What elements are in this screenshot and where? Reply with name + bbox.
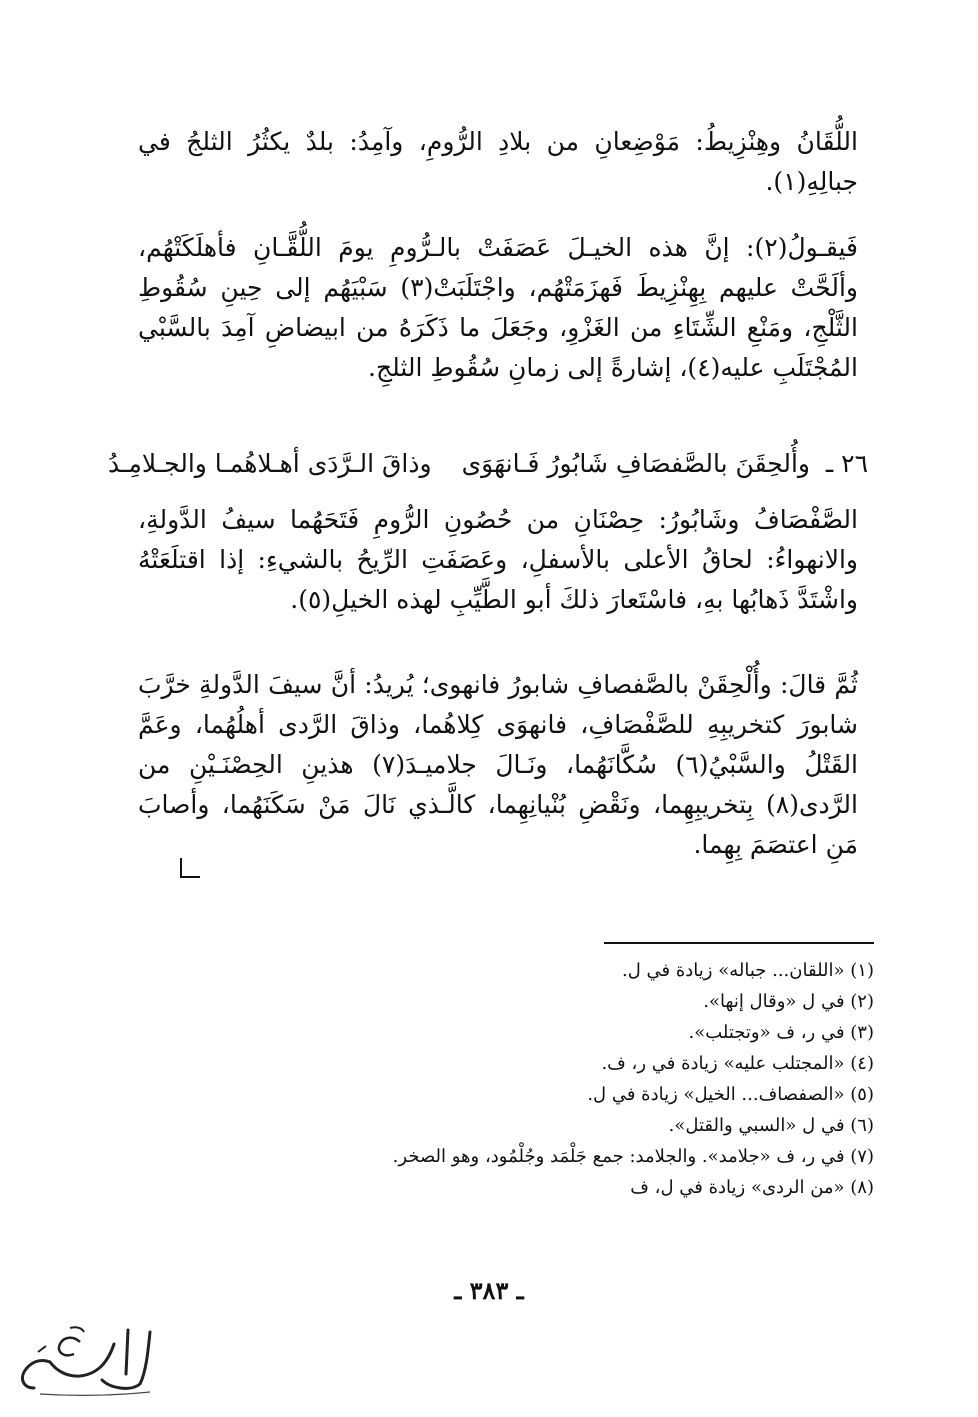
section-end-mark [180, 858, 200, 878]
footnote-5: (٥) «الصفصاف... الخيل» زيادة في ل. [587, 1084, 874, 1105]
footnote-divider [604, 942, 874, 944]
paragraph-place-names: اللُّقَانُ وهِنْزِيطُ: مَوْضِعانِ من بلادِ الرُّومِ، وآمِدُ: بلدٌ يكثُرُ الثلجُ في جبالِهِ(١). [138, 127, 858, 196]
footnote-7: (٧) في ر، ف «جلامد». والجلامد: جمع جَلْمَد وجُلْمُود، وهو الصخر. [392, 1146, 874, 1167]
footnote-3: (٣) في ر، ف «وتجتلب». [688, 1022, 874, 1043]
footnote-2: (٢) في ل «وقال إنها». [703, 991, 874, 1012]
verse-number: ٢٦ ـ [825, 449, 868, 478]
footnote-4: (٤) «المجتلب عليه» زيادة في ر، ف. [601, 1053, 874, 1074]
verse-first-hemistich: وأُلحِقَنَ بالصَّفصَافِ شَابُورُ فَـانهَوَى [461, 449, 810, 478]
paragraph-explanation: فَيقـولُ(٢): إنَّ هذه الخيـلَ عَصَفَتْ بالـرُّومِ يومَ اللُّقَّـانِ فأهلَكَتْهُم، وألَحَّتْ عليهم بِهِنْزِيطَ فَهزَمَتْهُم، واجْتَلَبَتْ(٣) سَبْيَهُم إلى حِينِ سُقُوطِ الثَّلْجِ، ومَنْعِ الشِّتَاءِ من الغَزْوِ، وجَعَلَ ما ذَكَرَهُ من ابيضاضِ آمِدَ بالسَّبْي المُجْتَلَبِ عليه(٤)، إشارةً إلى زمانِ سُقُوطِ الثلجِ. [138, 233, 859, 382]
calligraphy-logo-icon [10, 1322, 160, 1402]
footnote-1: (١) «اللقان... جباله» زيادة في ل. [622, 960, 874, 981]
footnotes-list [314, 955, 874, 1203]
verse-second-hemistich: وذاقَ الـرَّدَى أهـلاهُمـا والجـلامِـدُ [108, 449, 432, 478]
paragraph-fortresses: الصَّفْصَافُ وشَابُورُ: حِصْنَانِ من حُصُونِ الرُّومِ فَتَحَهُما سيفُ الدَّولةِ، والانهواءُ: لحاقُ الأعلى بالأسفلِ، وعَصَفَتِ الرِّيحُ بالشيءِ: إذا اقتلَعَتْهُ واشْتَدَّ ذَهابُها بهِ، فاسْتَعارَ ذلكَ أبو الطَّيِّبِ لهذه الخيلِ(٥). [138, 505, 858, 614]
page-number: ـ ٣٨٣ ـ [454, 1276, 524, 1305]
footnote-8: (٨) «من الردى» زيادة في ل، ف [630, 1177, 874, 1198]
poem-verse [108, 442, 868, 486]
paragraph-commentary: ثُمَّ قالَ: وأُلْحِقَنْ بالصَّفصافِ شابورُ فانهوى؛ يُريدُ: أنَّ سيفَ الدَّولةِ خرَّبَ شابورَ كتخريبِهِ للصَّفْصَافِ، فانهوَى كِلاهُما، وذاقَ الرَّدى أهلُهُما، وعَمَّ القَتْلُ والسَّبْيُ(٦) سُكَّانَهُما، ونَـالَ جلاميـدَ(٧) هذينِ الحِصْنَـيْنِ من الرَّدى(٨) بِتخريبِهِما، ونَقْضِ بُنْيانِهِما، كالَّـذي نَالَ مَنْ سَكَنَهُما، وأصابَ مَنِ اعتصَمَ بِهِما. [138, 670, 859, 859]
footnote-6: (٦) في ل «السبي والقتل». [668, 1115, 874, 1136]
